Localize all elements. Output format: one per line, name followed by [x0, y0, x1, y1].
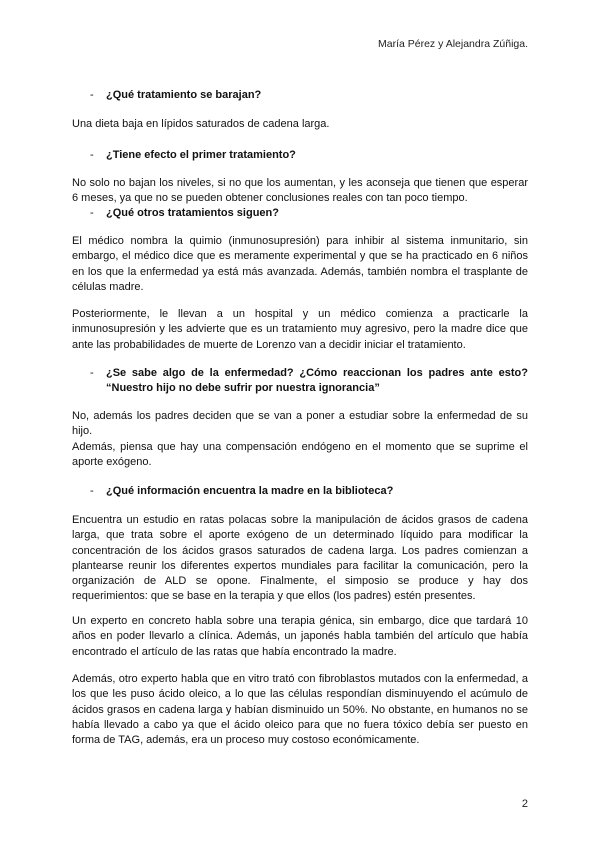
paragraph: Encuentra un estudio en ratas polacas sobre la manipulación de ácidos grasos de cadena larga, que trata sobre el aporte exógeno de un determinado líquido para modificar la concentración de los ácidos grasos saturados de cadena larga. Los padres comienzan a plantearse reunir los diferentes expertos mundiales para facilitar la comunicación, pero la organización de ALD se opone. Finalmente, el simposio se produce y hay dos requerimientos: que se base en la terapia y que ellos (los padres) estén presentes. [72, 514, 528, 603]
paragraph: No solo no bajan los niveles, si no que los aumentan, y les aconseja que tienen que esperar 6 meses, ya que no se pueden obtener conclusiones reales con tan poco tiempo. [72, 177, 528, 205]
list-dash: - [90, 207, 94, 219]
paragraph: Posteriormente, le llevan a un hospital y un médico comienza a practicarle la inmunosupresión y les advierte que es un tratamiento muy agresivo, pero la madre dice que ante las probabilidades de muerte de Lorenzo van a decidir iniciar el tratamiento. [72, 308, 528, 351]
page-header-authors: María Pérez y Alejandra Zúñiga. [378, 38, 528, 50]
question-text: ¿Se sabe algo de la enfermedad? ¿Cómo reaccionan los padres ante esto? “Nuestro hijo no debe sufrir por nuestra ignorancia” [106, 367, 528, 395]
answer-5c [72, 672, 528, 748]
list-dash: - [90, 149, 94, 161]
question-5 [72, 484, 528, 499]
question-text: ¿Qué otros tratamientos siguen? [106, 207, 279, 219]
paragraph: Además, piensa que hay una compensación endógeno en el momento que se suprime el aporte exógeno. [72, 440, 528, 468]
question-2 [72, 148, 528, 163]
question-1 [72, 88, 528, 103]
paragraph: No, además los padres deciden que se van a poner a estudiar sobre la enfermedad de su hijo. [72, 410, 528, 438]
paragraph: Además, otro experto habla que en vitro trató con fibroblastos mutados con la enfermedad, a los que les puso ácido oleico, a lo que las células respondían disminuyendo el acúmulo de ácidos grasos en cadena larga y habían disminuido un 50%. No obstante, en humanos no se había llevado a cabo ya que el ácido oleico para que no fuera tóxico debía ser puesto en forma de TAG, además, era un proceso muy costoso económicamente. [72, 673, 528, 747]
question-text: ¿Tiene efecto el primer tratamiento? [106, 149, 296, 161]
question-text: ¿Qué información encuentra la madre en la biblioteca? [106, 485, 394, 497]
answer-5 [72, 513, 528, 605]
answer-3 [72, 234, 528, 295]
answer-2 [72, 176, 528, 207]
answer-1 [72, 117, 528, 132]
paragraph: El médico nombra la quimio (inmunosupresión) para inhibir al sistema inmunitario, sin embargo, el médico dice que es meramente experimental y que se ha practicado en 6 niños en los que la enfermedad ya está más avanzada. Además, también nombra el trasplante de células madre. [72, 235, 528, 293]
answer-5b [72, 614, 528, 660]
answer-3b [72, 307, 528, 353]
paragraph: Un experto en concreto habla sobre una terapia génica, sin embargo, dice que tardará 10 años en poder llevarlo a clínica. Además, un japonés habla también del artículo que había encontrado el artículo de las ratas que había encontrado la madre. [72, 615, 528, 658]
page-number: 2 [521, 798, 528, 810]
question-text: ¿Qué tratamiento se barajan? [106, 89, 262, 101]
list-dash: - [90, 367, 94, 379]
paragraph: Una dieta baja en lípidos saturados de cadena larga. [72, 118, 330, 130]
list-dash: - [90, 89, 94, 101]
answer-4 [72, 409, 528, 470]
question-3 [72, 206, 528, 221]
question-4 [72, 366, 528, 397]
list-dash: - [90, 485, 94, 497]
